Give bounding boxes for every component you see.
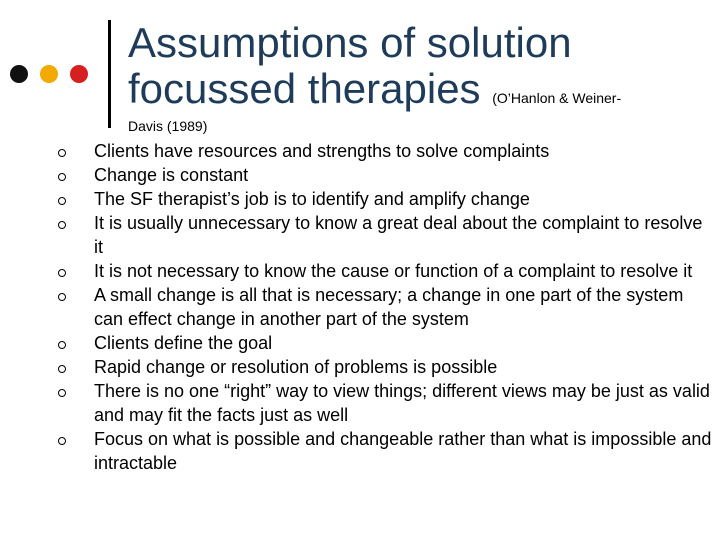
bullet-circle-icon — [58, 389, 66, 397]
bullet-circle-icon — [58, 293, 66, 301]
bullet-item — [58, 379, 713, 427]
bullet-item — [58, 163, 713, 187]
bullet-item — [58, 259, 713, 283]
bullet-circle-icon — [58, 221, 66, 229]
bullet-circle-icon — [58, 437, 66, 445]
bullet-text: It is usually unnecessary to know a great deal about the complaint to resolve it — [94, 213, 703, 257]
bullet-circle-icon — [58, 269, 66, 277]
bullet-item — [58, 331, 713, 355]
bullet-text: Rapid change or resolution of problems is possible — [94, 357, 498, 377]
bullet-circle-icon — [58, 173, 66, 181]
bullet-item — [58, 427, 713, 475]
red-dot-icon — [70, 65, 88, 83]
bullet-item — [58, 211, 713, 259]
bullet-list — [58, 139, 713, 475]
bullet-item — [58, 139, 713, 163]
citation-part-1: (O’Hanlon & Weiner- — [492, 90, 622, 106]
bullet-text: It is not necessary to know the cause or function of a complaint to resolve it — [94, 261, 693, 281]
orange-dot-icon — [40, 65, 58, 83]
bullet-text: Change is constant — [94, 165, 249, 185]
bullet-text: Clients have resources and strengths to solve complaints — [94, 141, 550, 161]
bullet-item — [58, 187, 713, 211]
bullet-text: The SF therapist’s job is to identify and amplify change — [94, 189, 530, 209]
bullet-circle-icon — [58, 149, 66, 157]
bullet-text: Focus on what is possible and changeable rather than what is impossible and intractable — [94, 429, 712, 473]
bullet-item — [58, 355, 713, 379]
slide-title — [128, 20, 708, 121]
title-divider — [108, 20, 111, 128]
title-line-2-text: focussed therapies — [128, 65, 481, 112]
black-dot-icon — [10, 65, 28, 83]
citation-part-2: Davis (1989) — [128, 118, 208, 134]
bullet-text: There is no one “right” way to view things; different views may be just as valid and may fit the facts just as well — [94, 381, 710, 425]
bullet-circle-icon — [58, 365, 66, 373]
title-line-2 — [128, 66, 708, 121]
bullet-circle-icon — [58, 197, 66, 205]
bullet-item — [58, 283, 713, 331]
bullet-text: A small change is all that is necessary; a change in one part of the system can effect change in another part of the system — [94, 285, 684, 329]
bullet-circle-icon — [58, 341, 66, 349]
title-line-1: Assumptions of solution — [128, 19, 572, 66]
bullet-text: Clients define the goal — [94, 333, 273, 353]
